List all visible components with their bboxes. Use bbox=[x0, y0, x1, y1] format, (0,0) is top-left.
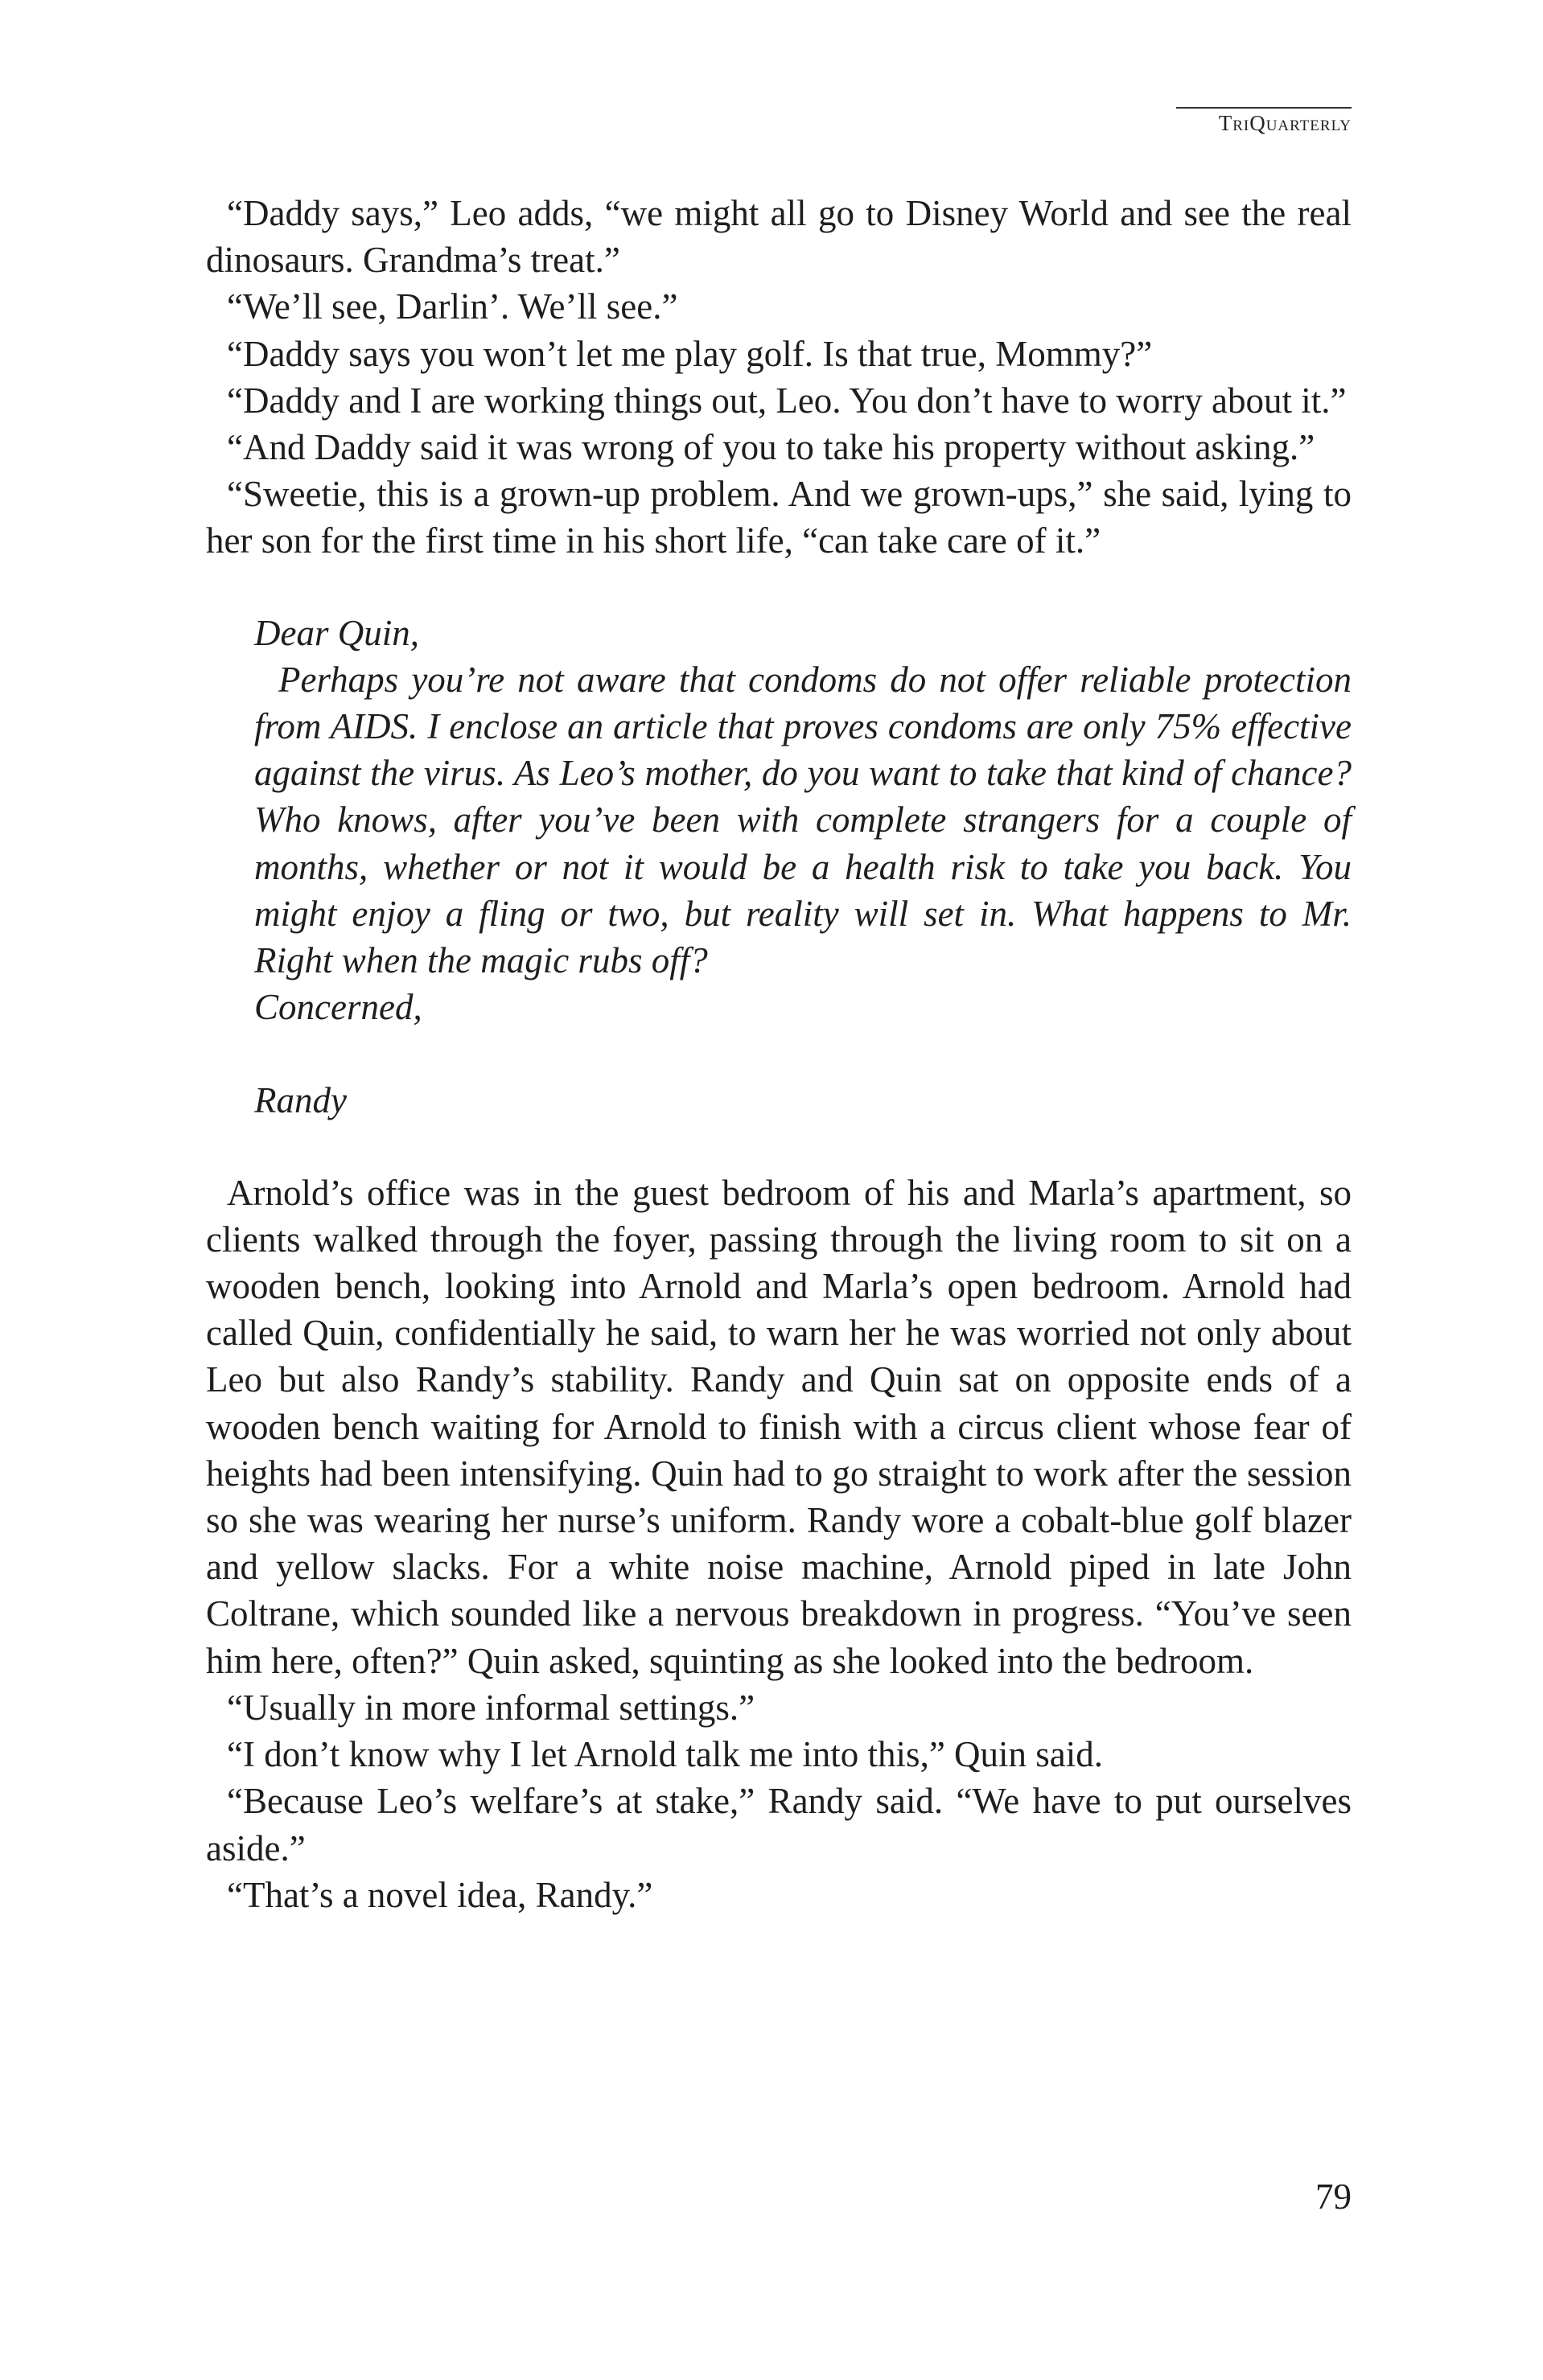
narrative-paragraph: Arnold’s office was in the guest bedroom of his and Marla’s apartment, so clients walked through the foyer, passing through the living room to sit on a wooden bench, looking into Arnold and Marla’s open bedroom. Arnold had called Quin, confidentially he said, to warn her he was worried not only about Leo but also Randy’s stability. Randy and Quin sat on opposite ends of a wooden bench waiting for Arnold to finish with a circus client whose fear of heights had been intensifying. Quin had to go straight to work after the session so she was wearing her nurse’s uniform. Randy wore a cobalt-blue golf blazer and yellow slacks. For a white noise machine, Arnold piped in late John Coltrane, which sounded like a nervous breakdown in progress. “You’ve seen him here, often?” Quin asked, squinting as she looked into the bedroom. bbox=[206, 1172, 1352, 1681]
text-column bbox=[206, 190, 1352, 1918]
letter-closing: Concerned, bbox=[254, 987, 422, 1028]
page-number: 79 bbox=[1315, 2177, 1352, 2217]
letter-signature: Randy bbox=[254, 1080, 347, 1121]
dialogue-paragraph: “Daddy says you won’t let me play golf. Is that true, Mommy?” bbox=[227, 333, 1153, 374]
letter-greeting: Dear Quin, bbox=[254, 612, 419, 653]
dialogue-paragraph: “That’s a novel idea, Randy.” bbox=[227, 1874, 653, 1915]
dialogue-paragraph: “Because Leo’s welfare’s at stake,” Randy said. “We have to put ourselves aside.” bbox=[206, 1781, 1352, 1868]
running-head-rule bbox=[1176, 107, 1352, 109]
letter-body: Perhaps you’re not aware that condoms do not offer reliable protection from AIDS. I enclose an article that proves condoms are only 75% effective against the virus. As Leo’s mother, do you want to take that kind of chance? Who knows, after you’ve been with complete strangers for a couple of months, whether or not it would be a health risk to take you back. You might enjoy a fling or two, but reality will set in. What happens to Mr. Right when the magic rubs off? bbox=[254, 659, 1352, 981]
dialogue-paragraph: “And Daddy said it was wrong of you to take his property without asking.” bbox=[227, 427, 1315, 468]
dialogue-paragraph: “We’ll see, Darlin’. We’ll see.” bbox=[227, 286, 678, 327]
dialogue-paragraph: “I don’t know why I let Arnold talk me into this,” Quin said. bbox=[227, 1734, 1104, 1775]
dialogue-paragraph: “Daddy says,” Leo adds, “we might all go to Disney World and see the real dinosaurs. Grandma’s treat.” bbox=[206, 193, 1352, 281]
letter-block bbox=[254, 610, 1352, 1124]
dialogue-paragraph: “Daddy and I are working things out, Leo. You don’t have to worry about it.” bbox=[227, 380, 1347, 421]
running-head: TriQuarterly bbox=[1218, 111, 1352, 135]
dialogue-paragraph: “Usually in more informal settings.” bbox=[227, 1687, 755, 1728]
dialogue-paragraph: “Sweetie, this is a grown-up problem. And we grown-ups,” she said, lying to her son for the first time in his short life, “can take care of it.” bbox=[206, 474, 1352, 561]
